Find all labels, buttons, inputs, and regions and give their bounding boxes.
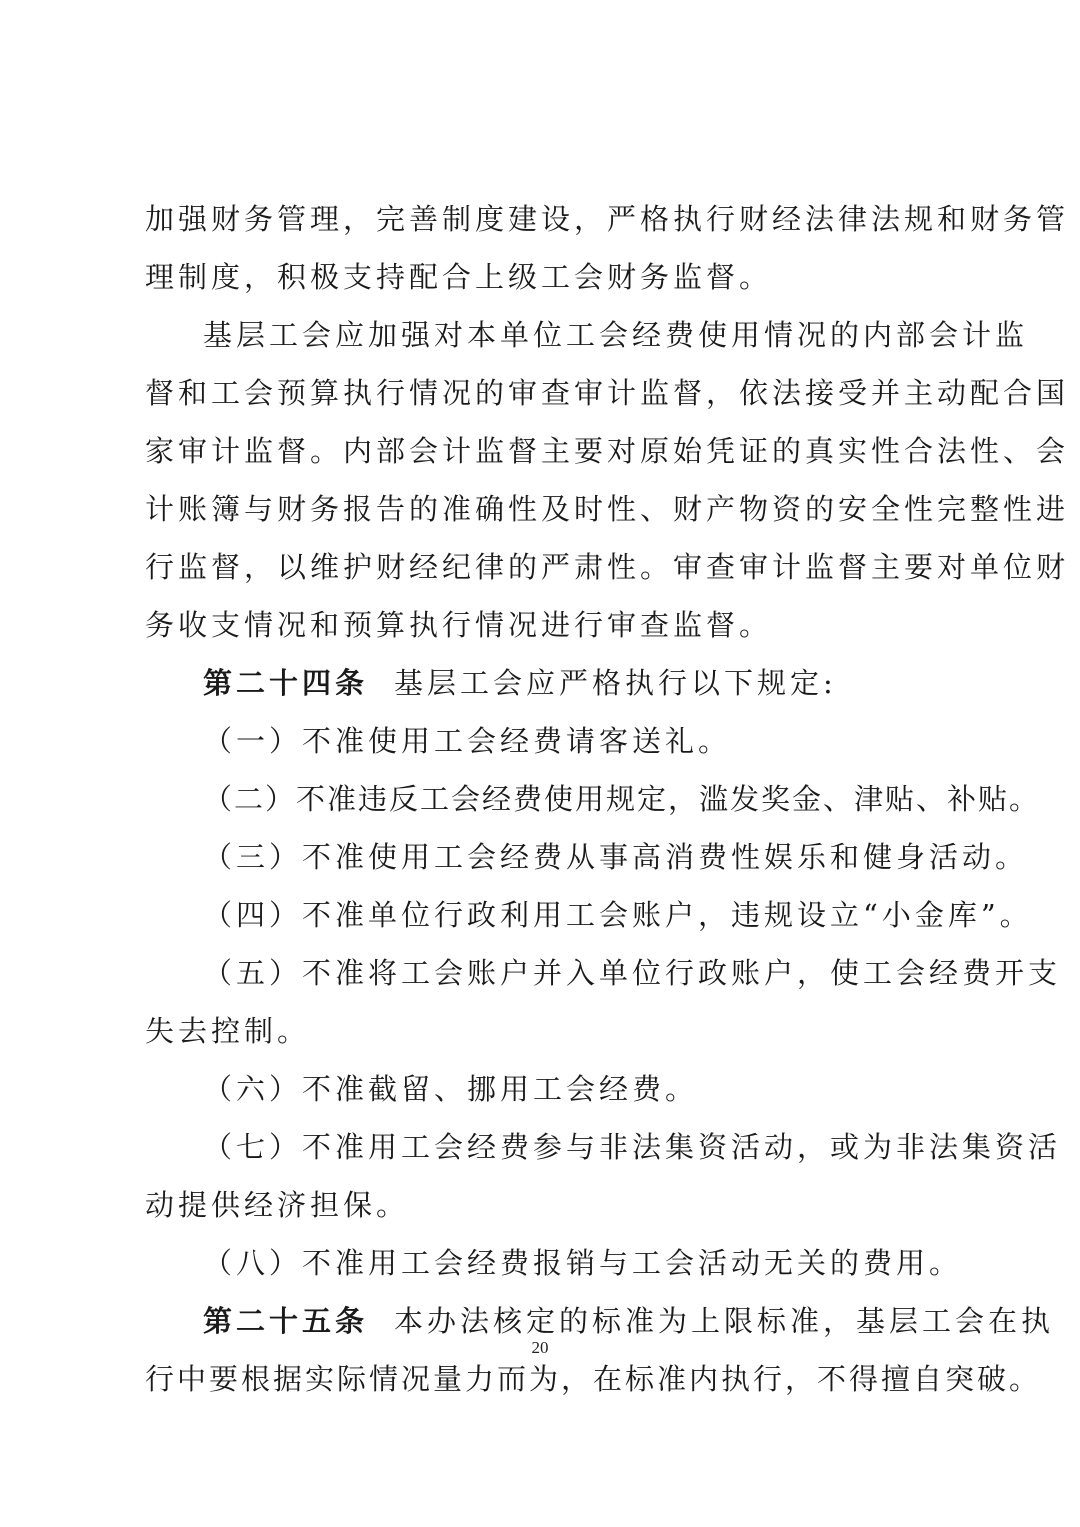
list-item: （六）不准截留、挪用工会经费。 (203, 1072, 699, 1106)
article-24-label: 第二十四条 (203, 666, 369, 700)
list-item: （七）不准用工会经费参与非法集资活动，或为非法集资活 (203, 1130, 1062, 1164)
list-item: （一）不准使用工会经费请客送礼。 (203, 724, 732, 758)
list-item: （八）不准用工会经费报销与工会活动无关的费用。 (203, 1246, 963, 1280)
paragraph-line: 理制度，积极支持配合上级工会财务监督。 (145, 260, 773, 294)
document-body (145, 190, 1070, 1408)
paragraph-line: 行监督，以维护财经纪律的严肃性。审查审计监督主要对单位财 (145, 550, 1070, 584)
list-item-continuation: 动提供经济担保。 (145, 1188, 410, 1222)
list-item-continuation: 失去控制。 (145, 1014, 311, 1048)
paragraph-line: 基层工会应加强对本单位工会经费使用情况的内部会计监 (203, 318, 1029, 352)
paragraph-line: 计账簿与财务报告的准确性及时性、财产物资的安全性完整性进 (145, 492, 1070, 526)
article-25-text: 本办法核定的标准为上限标准，基层工会在执 (394, 1304, 1055, 1338)
list-item: （三）不准使用工会经费从事高消费性娱乐和健身活动。 (203, 840, 1029, 874)
page-number: 20 (531, 1338, 549, 1357)
paragraph-line: 加强财务管理，完善制度建设，严格执行财经法律法规和财务管 (145, 202, 1070, 236)
article-25-label: 第二十五条 (203, 1304, 369, 1338)
list-item: （二）不准违反工会经费使用规定，滥发奖金、津贴、补贴。 (203, 782, 1041, 816)
paragraph-line: 务收支情况和预算执行情况进行审查监督。 (145, 608, 773, 642)
article-24-text: 基层工会应严格执行以下规定: (394, 666, 837, 700)
list-item: （五）不准将工会账户并入单位行政账户，使工会经费开支 (203, 956, 1062, 990)
paragraph-line: 督和工会预算执行情况的审查审计监督，依法接受并主动配合国 (145, 376, 1070, 410)
paragraph-line: 家审计监督。内部会计监督主要对原始凭证的真实性合法性、会 (145, 434, 1070, 468)
article-24-heading (145, 654, 945, 712)
list-item: （四）不准单位行政利用工会账户，违规设立“小金库”。 (203, 898, 1033, 932)
paragraph-line: 行中要根据实际情况量力而为，在标准内执行，不得擅自突破。 (145, 1362, 1042, 1396)
